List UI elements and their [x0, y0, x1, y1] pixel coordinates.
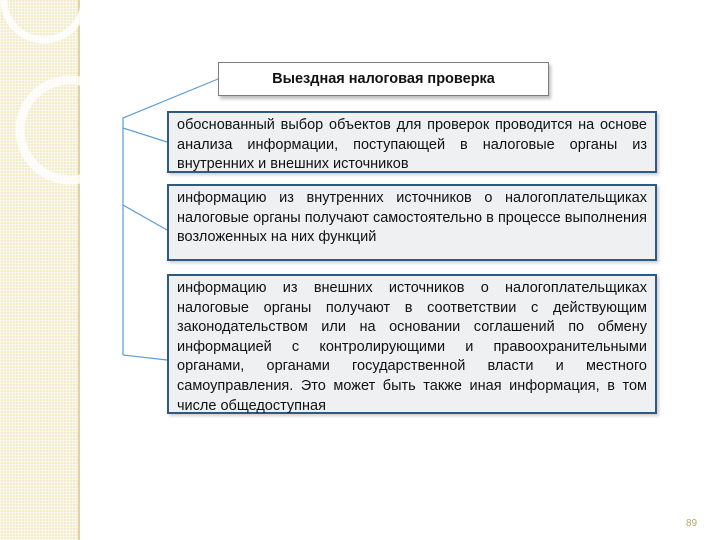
page-number: 89: [686, 518, 698, 529]
slide-title: Выездная налоговая проверка: [218, 62, 549, 96]
connector-branch-1: [123, 128, 167, 142]
info-box-external-sources: информацию из внешних источников о налогоплательщиках налоговые органы получают в соответствии с действующим законодательством или на основании соглашений по обмену информацией с контролирующими и правоохранительными органами, органами государственной власти и местного самоуправления. Это может быть также иная информация, в том числе общедоступная: [167, 274, 657, 414]
connector-branch-2: [123, 205, 167, 230]
info-box-internal-sources: информацию из внутренних источников о налогоплательщиках налоговые органы получают самостоятельно в процессе выполнения возложенных на них функций: [167, 184, 657, 261]
decorative-circles: [0, 0, 80, 540]
connector-branch-3: [123, 355, 167, 360]
info-box-selection: обоснованный выбор объектов для проверок проводится на основе анализа информации, поступающей в налоговые органы из внутренних и внешних источников: [167, 111, 657, 173]
